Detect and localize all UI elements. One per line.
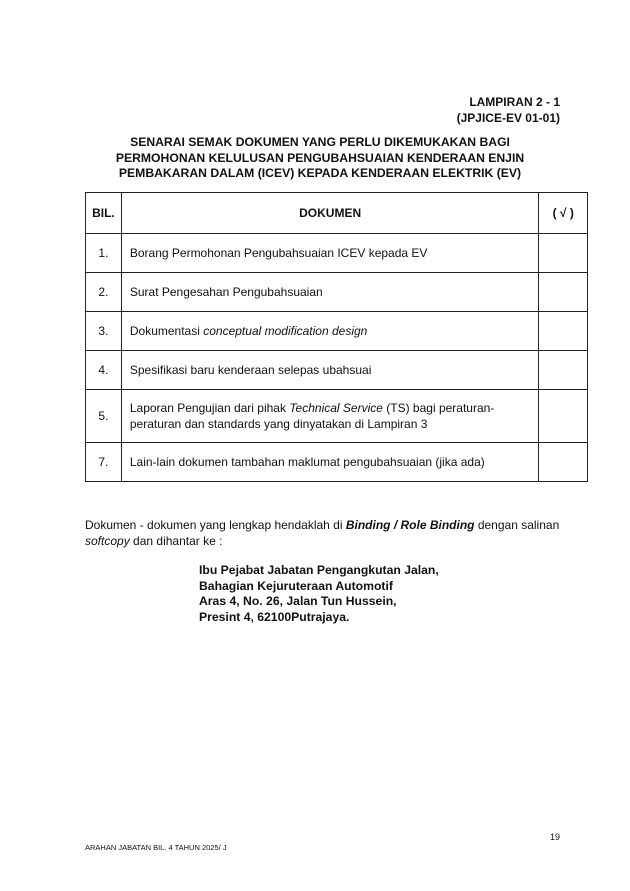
row-number: 1. (86, 234, 122, 273)
address-line-1: Ibu Pejabat Jabatan Pengangkutan Jalan, (199, 563, 439, 577)
tick-cell[interactable] (539, 312, 588, 351)
row-text: Dokumentasi (129, 324, 204, 338)
row-text-after: (TS) bagi peraturan-peraturan dan standards yang dinyatakan di Lampiran 3 (129, 401, 495, 431)
submission-note (85, 517, 565, 549)
note-text: Dokumen - dokumen yang lengkap hendaklah di (85, 518, 346, 532)
row-document (121, 312, 539, 351)
address-line-3: Aras 4, No. 26, Jalan Tun Hussein, (199, 594, 397, 608)
row-document (121, 443, 539, 482)
tick-cell[interactable] (539, 443, 588, 482)
lampiran-label: LAMPIRAN 2 - 1 (469, 95, 560, 109)
row-text: Spesifikasi baru kenderaan selepas ubahsuai (129, 363, 372, 377)
tick-cell[interactable] (539, 273, 588, 312)
lampiran-header (457, 94, 560, 126)
header-dokumen: DOKUMEN (121, 193, 539, 234)
table-row (86, 390, 588, 443)
row-text: Lain-lain dokumen tambahan maklumat pengubahsuaian (jika ada) (129, 455, 485, 469)
row-document (121, 351, 539, 390)
table-row (86, 443, 588, 482)
lampiran-code: (JPJICE-EV 01-01) (456, 111, 560, 125)
note-softcopy: softcopy (85, 534, 130, 548)
header-bil: BIL. (86, 193, 122, 234)
table-row (86, 312, 588, 351)
note-text: dengan salinan (474, 518, 560, 532)
table-row (86, 351, 588, 390)
tick-cell[interactable] (539, 234, 588, 273)
row-number: 3. (86, 312, 122, 351)
row-text: Surat Pengesahan Pengubahsuaian (129, 285, 323, 299)
note-text: dan dihantar ke : (129, 534, 223, 548)
table-row (86, 273, 588, 312)
checklist-table (85, 192, 588, 482)
address-line-4: Presint 4, 62100Putrajaya. (199, 609, 350, 624)
footer-text: ARAHAN JABATAN BIL. 4 TAHUN 2025/ J (85, 843, 227, 852)
tick-cell[interactable] (539, 390, 588, 443)
row-text-italic: Technical Service (289, 401, 383, 415)
tick-cell[interactable] (539, 351, 588, 390)
title-line-2: PERMOHONAN KELULUSAN PENGUBAHSUAIAN KENDERAAN ENJIN (115, 150, 525, 165)
title-line-3: PEMBAKARAN DALAM (ICEV) KEPADA KENDERAAN ELEKTRIK (EV) (118, 166, 522, 180)
row-number: 4. (86, 351, 122, 390)
page-number: 19 (550, 832, 561, 842)
row-document (121, 273, 539, 312)
row-number: 5. (86, 390, 122, 443)
row-document (121, 234, 539, 273)
table-header-row (86, 193, 588, 234)
address-block (199, 563, 439, 625)
row-text-italic: conceptual modification design (203, 324, 368, 338)
table-row (86, 234, 588, 273)
row-number: 2. (86, 273, 122, 312)
row-document (121, 390, 539, 443)
header-tick: ( √ ) (539, 193, 588, 234)
row-number: 7. (86, 443, 122, 482)
document-title (80, 135, 560, 182)
row-text: Laporan Pengujian dari pihak (129, 401, 290, 415)
row-text: Borang Permohonan Pengubahsuaian ICEV kepada EV (129, 246, 428, 260)
address-line-2: Bahagian Kejuruteraan Automotif (199, 578, 393, 593)
note-binding: Binding / Role Binding (345, 518, 475, 532)
title-line-1: SENARAI SEMAK DOKUMEN YANG PERLU DIKEMUKAKAN BAGI (130, 135, 510, 149)
